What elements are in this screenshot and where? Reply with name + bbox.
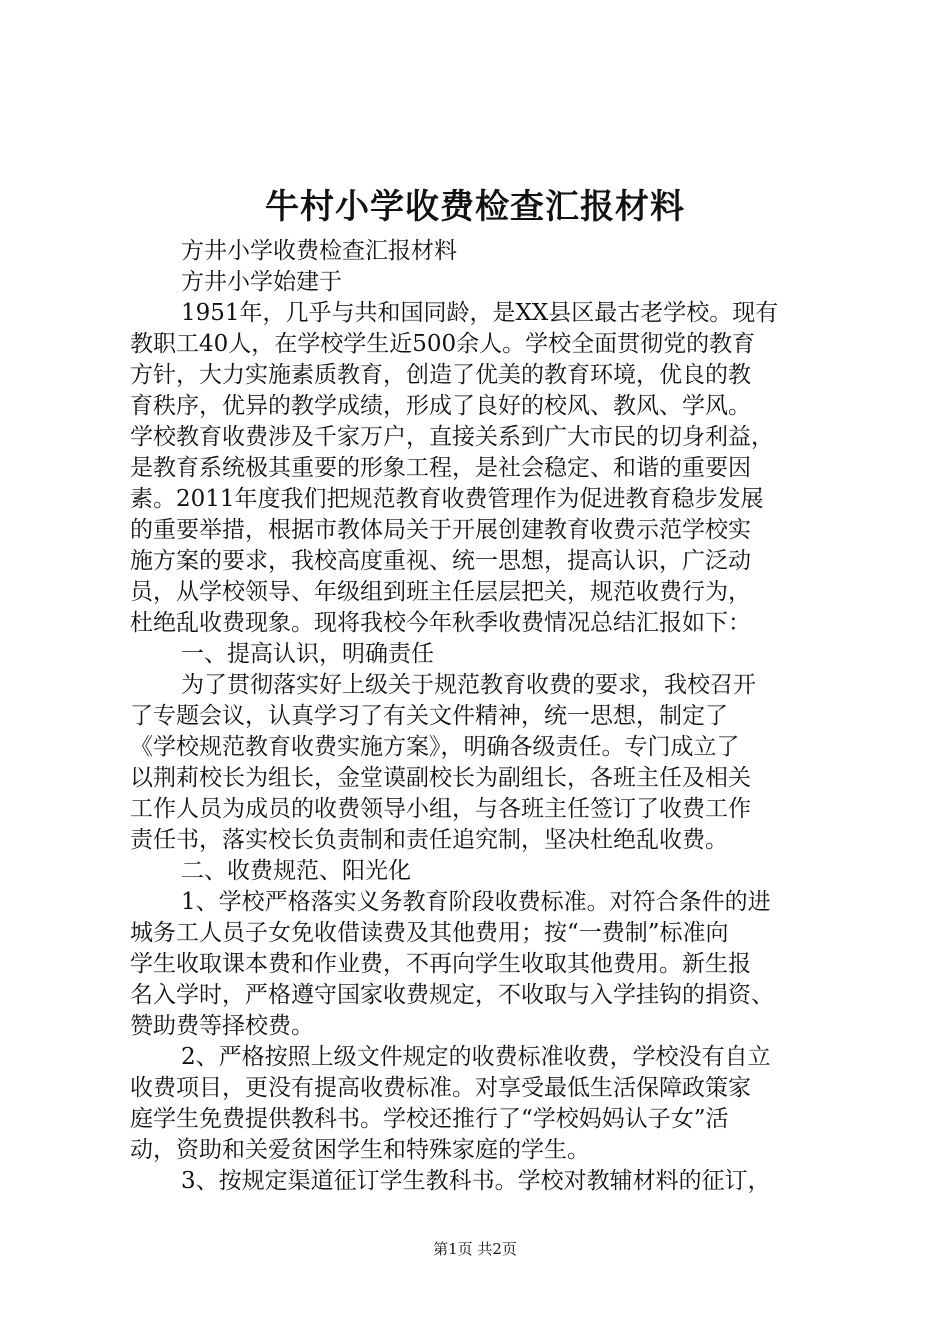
text-line: 育秩序，优异的教学成绩，形成了良好的校风、教风、学风。	[130, 393, 751, 419]
text-line: 教职工40人，在学校学生近500余人。学校全面贯彻党的教育	[130, 331, 756, 357]
text-line: 收费项目，更没有提高收费标准。对享受最低生活保障政策家	[130, 1075, 751, 1101]
text-line: 的重要举措，根据市教体局关于开展创建教育收费示范学校实	[130, 517, 751, 543]
document-body	[130, 236, 830, 1197]
text-line: 学生收取课本费和作业费，不再向学生收取其他费用。新生报	[130, 951, 751, 977]
text-line: 员，从学校领导、年级组到班主任层层把关，规范收费行为，	[130, 579, 751, 605]
text-line: 1、学校严格落实义务教育阶段收费标准。对符合条件的进	[181, 889, 771, 915]
page-title: 牛村小学收费检查汇报材料	[265, 187, 685, 227]
text-line: 素。2011年度我们把规范教育收费管理作为促进教育稳步发展	[130, 486, 764, 512]
text-line: 名入学时，严格遵守国家收费规定，不收取与入学挂钩的捐资、	[130, 982, 774, 1008]
text-line: 2、严格按照上级文件规定的收费标准收费，学校没有自立	[181, 1044, 771, 1070]
text-line: 以荆莉校长为组长，金堂谟副校长为副组长，各班主任及相关	[130, 765, 751, 791]
text-line: 为了贯彻落实好上级关于规范教育收费的要求，我校召开	[181, 672, 756, 698]
text-line: 方针，大力实施素质教育，创造了优美的教育环境，优良的教	[130, 362, 751, 388]
text-line: 责任书，落实校长负责制和责任追究制，坚决杜绝乱收费。	[130, 827, 728, 853]
text-line: 动，资助和关爱贫困学生和特殊家庭的学生。	[130, 1137, 590, 1163]
text-line: 3、按规定渠道征订学生教科书。学校对教辅材料的征订，	[181, 1168, 771, 1194]
text-line: 施方案的要求，我校高度重视、统一思想，提高认识，广泛动	[130, 548, 751, 574]
text-line: 学校教育收费涉及千家万户，直接关系到广大市民的切身利益，	[130, 424, 774, 450]
text-line: 工作人员为成员的收费领导小组，与各班主任签订了收费工作	[130, 796, 751, 822]
text-line: 方井小学始建于	[181, 269, 342, 295]
text-line: 庭学生免费提供教科书。学校还推行了“学校妈妈认子女”活	[130, 1106, 729, 1132]
page-footer: 第1页 共2页	[433, 1240, 517, 1258]
section-heading: 一、提高认识，明确责任	[181, 641, 434, 667]
text-line: 城务工人员子女免收借读费及其他费用；按“一费制”标准向	[130, 920, 729, 946]
text-line: 了专题会议，认真学习了有关文件精神，统一思想，制定了	[130, 703, 728, 729]
text-line: 是教育系统极其重要的形象工程，是社会稳定、和谐的重要因	[130, 455, 751, 481]
section-heading: 二、收费规范、阳光化	[181, 858, 411, 884]
text-line: 方井小学收费检查汇报材料	[181, 238, 457, 264]
text-line: 杜绝乱收费现象。现将我校今年秋季收费情况总结汇报如下：	[130, 610, 751, 636]
text-line: 赞助费等择校费。	[130, 1013, 314, 1039]
text-line: 《学校规范教育收费实施方案》，明确各级责任。专门成立了	[130, 734, 740, 760]
text-line: 1951年，几乎与共和国同龄，是XX县区最古老学校。现有	[181, 300, 779, 326]
